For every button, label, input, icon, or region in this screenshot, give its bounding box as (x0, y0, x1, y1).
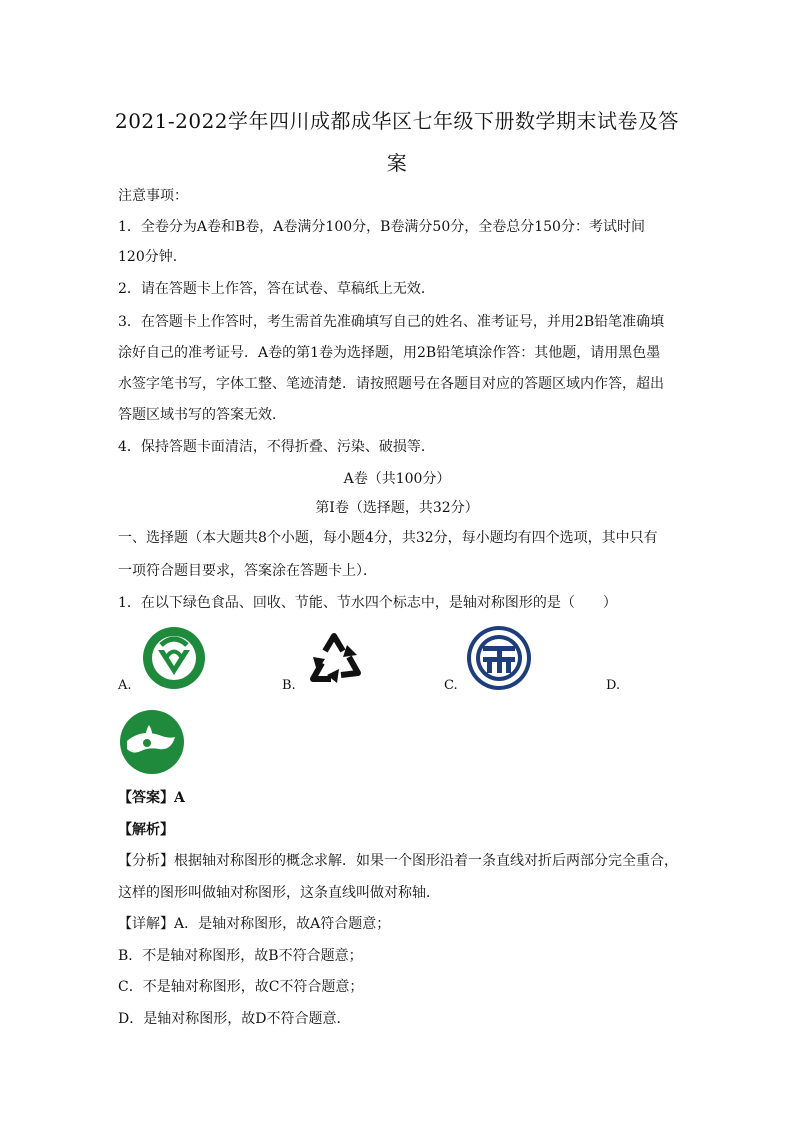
analysis-heading: 【解析】 (118, 822, 174, 838)
instruction-line: 一、选择题（本大题共8个小题，每小题4分，共32分，每小题均有四个选项，其中只有 (118, 530, 658, 546)
analysis-line: 这样的图形叫做轴对称图形，这条直线叫做对称轴． (118, 885, 440, 901)
option-a-label: A. (118, 678, 132, 693)
note-line: 3．在答题卡上作答时，考生需首先准确填写自己的姓名、准考证号，并用2B铅笔准确填 (118, 314, 665, 330)
note-line: 水签字笔书写，字体工整、笔迹清楚．请按照题号在各题目对应的答题区域内作答，超出 (118, 376, 664, 392)
question-1: 1．在以下绿色食品、回收、节能、节水四个标志中，是轴对称图形的是（ ） (118, 595, 617, 611)
green-food-logo-icon (141, 625, 207, 691)
recycle-logo-icon (303, 627, 369, 691)
notes-heading: 注意事项： (118, 188, 188, 204)
detail-line: 【详解】A．是轴对称图形，故A符合题意； (118, 916, 391, 932)
detail-line: B．不是轴对称图形，故B不符合题意； (118, 948, 363, 964)
part1-heading: 第Ⅰ卷（选择题，共32分） (315, 500, 479, 516)
note-line: 涂好自己的准考证号．A卷的第1卷为选择题，用2B铅笔填涂作答：其他题，请用黑色墨 (118, 345, 661, 361)
note-line: 答题区域书写的答案无效． (118, 407, 286, 423)
option-c-label: C. (444, 678, 458, 693)
analysis-line: 【分析】根据轴对称图形的概念求解．如果一个图形沿着一条直线对折后两部分完全重合， (118, 853, 678, 869)
water-saving-logo-icon (119, 709, 185, 775)
section-a-heading: A卷（共100分） (343, 471, 451, 487)
detail-line: D．是轴对称图形，故D不符合题意． (118, 1011, 351, 1027)
option-b-label: B. (282, 678, 296, 693)
note-line: 1．全卷分为A卷和B卷，A卷满分100分，B卷满分50分，全卷总分150分：考试时间 (118, 219, 645, 235)
detail-line: C．不是轴对称图形，故C不符合题意； (118, 979, 364, 995)
note-line: 2．请在答题卡上作答，答在试卷、草稿纸上无效． (118, 281, 435, 297)
document-title: 2021-2022学年四川成都成华区七年级下册数学期末试卷及答案 (114, 109, 680, 175)
option-d-label: D. (606, 678, 621, 693)
instruction-line: 一项符合题目要求，答案涂在答题卡上）． (118, 563, 377, 579)
energy-saving-logo-icon (465, 624, 533, 692)
note-line: 4．保持答题卡面清洁，不得折叠、污染、破损等． (118, 439, 435, 455)
answer-line: 【答案】A (118, 790, 185, 806)
note-line: 120分钟． (118, 249, 187, 265)
